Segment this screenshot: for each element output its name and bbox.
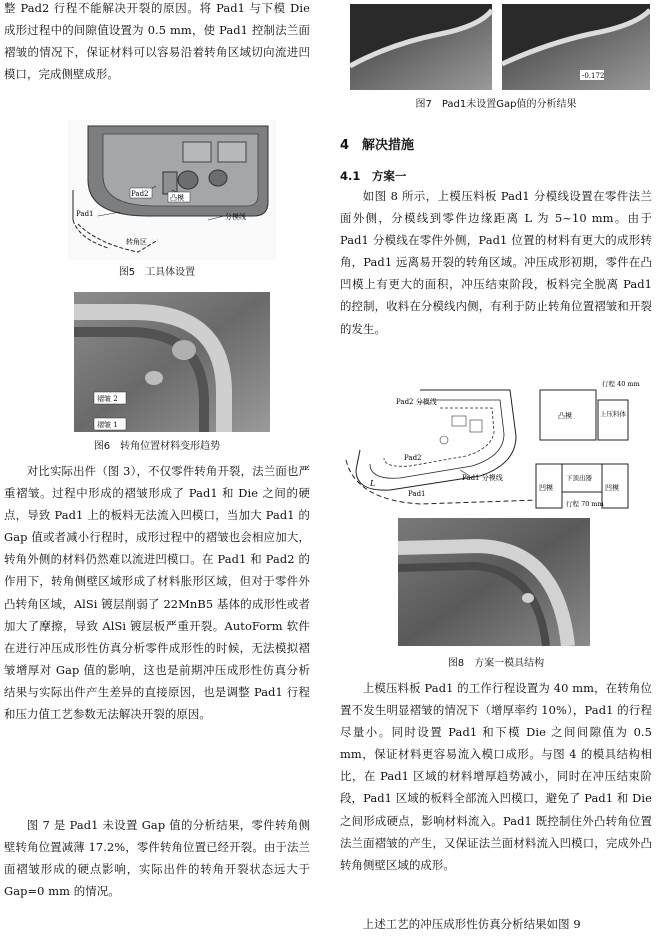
section-title: 4 解决措施 <box>340 138 415 153</box>
label-wrinkle-1: 褶皱 1 <box>97 421 118 429</box>
label-stroke-40: 行程 40 mm <box>602 380 640 388</box>
figure-8-caption: 图8 方案一模具结构 <box>447 658 545 669</box>
paragraph-pad1-setting: 上模压料板 Pad1 的工作行程设置为 40 mm，在转角位置不发生明显褶皱的情况下（增厚率约 10%），Pad1 的行程尽量小。同时设置 Pad1 和下模 Die 之间间隙值为 0.5 mm，保证材料更容易流入模口成形。与图 4 的模具结构相比，在 Pad1 区域的材料增厚趋势减小，同时在冲压结束阶段，Pad1 区域的板料全部流入凹模口，避免了 Pad1 和 Die 之间形成硬点，影响材料流入。Pad1 既控制住外凸转角位置法兰面褶皱的产生，又保证法兰面材料流入凹模口，完成外凸转角侧壁区域的成形。 <box>340 681 652 872</box>
paragraph-intro: 整 Pad2 行程不能解决开裂的原因。将 Pad1 与下模 Die 成形过程中的间隙值设置为 0.5 mm，使 Pad1 控制法兰面褶皱的情况下，保证材料可以容易沿着转角区域切向流进凹模口，完成侧壁成形。 <box>4 1 310 82</box>
figure-8-photo <box>398 518 590 646</box>
label-pad2-parting-line: Pad2 分模线 <box>396 398 437 406</box>
die-structure-drawing <box>340 380 652 512</box>
figure-5-tool-setup <box>68 120 276 260</box>
figure-8-schematic <box>340 380 652 512</box>
paragraph-figure-7: 图 7 是 Pad1 未设置 Gap 值的分析结果，零件转角侧壁转角位置减薄 17.2%，零件转角位置已经开裂。由于法兰面褶皱形成的硬点影响，实际出件的转角开裂状态远大于 Gap=0 mm 的情况。 <box>4 818 310 899</box>
label-pad1-parting-line: Pad1 分模线 <box>462 474 503 482</box>
paragraph-scheme-1: 如图 8 所示，上模压料板 Pad1 分模线设置在零件法兰面外侧，分模线到零件边缘距离 L 为 5~10 mm。由于 Pad1 分模线在零件外侧，Pad1 位置的材料有更大的成形转角，Pad1 远离易开裂的转角区域。冲压成形初期，零件在凸凹模上有更大的面积，冲压结束阶段，板料完全脱离 Pad1 的控制，收料在分模线内侧，有利于防止转角位置褶皱和开裂的发生。 <box>340 189 652 336</box>
label-lower-ejector: 下顶出器 <box>566 474 592 482</box>
label-upper-pad: 上压料体 <box>600 410 626 418</box>
tool-body-image <box>68 120 276 260</box>
subsection-title: 4.1 方案一 <box>340 169 407 183</box>
figure-5-caption: 图5 工具体设置 <box>118 267 196 278</box>
paragraph-final: 上述工艺的冲压成形性仿真分析结果如图 9 <box>362 917 581 931</box>
figure-6-deformation <box>74 292 270 432</box>
figure-7-caption: 图7 Pad1未设置Gap值的分析结果 <box>415 99 577 110</box>
thinning-readout: -0.172 <box>582 72 605 80</box>
deformation-image <box>74 292 270 432</box>
label-distance-L: L <box>370 479 376 488</box>
label-die-left: 凹模 <box>539 484 553 492</box>
label-corner-area: 转角区 <box>126 238 147 246</box>
label-pad2: Pad2 <box>404 454 422 462</box>
paragraph-comparison: 对比实际出件（图 3），不仅零件转角开裂，法兰面也严重褶皱。过程中形成的褶皱形成了 Pad1 和 Die 之间的硬点，导致 Pad1 上的板料无法流入凹模口，当加大 Pad1 的 Gap 值或者减小行程时，成形过程中的褶皱也会相应加大，转角外侧的材料仍然难以流进凹模口。在 Pad1 和 Pad2 的作用下，转角侧壁区域形成了材料胀形区域，但对于零件外凸转角区域，AlSi 镀层削弱了 22MnB5 基体的成形性或者加大了摩擦，导致 AlSi 镀层板严重开裂。AutoForm 软件在进行冲压成形性仿真分析零件成形性的时候，无法模拟褶皱增厚对 Gap 值的影响，这也是前期冲压成形性仿真分析结果与实际出件产生差异的直接原因，也是调整 Pad1 行程和压力值工艺参数无法解决开裂的原因。 <box>4 464 310 722</box>
label-die-right: 凹模 <box>605 484 619 492</box>
label-pad2: Pad2 <box>131 190 149 198</box>
figure-7-analysis <box>350 4 650 90</box>
label-parting-line: 分模线 <box>225 213 246 221</box>
label-punch: 凸模 <box>558 412 572 420</box>
part-photo <box>398 518 590 646</box>
analysis-images <box>350 4 650 90</box>
label-wrinkle-2: 褶皱 2 <box>97 395 118 403</box>
label-pad1: Pad1 <box>408 490 426 498</box>
label-pad1: Pad1 <box>76 210 94 218</box>
label-stroke-70: 行程 70 mm <box>566 500 604 508</box>
label-punch: 凸模 <box>170 194 184 202</box>
figure-6-caption: 图6 转角位置材料变形趋势 <box>93 441 221 452</box>
